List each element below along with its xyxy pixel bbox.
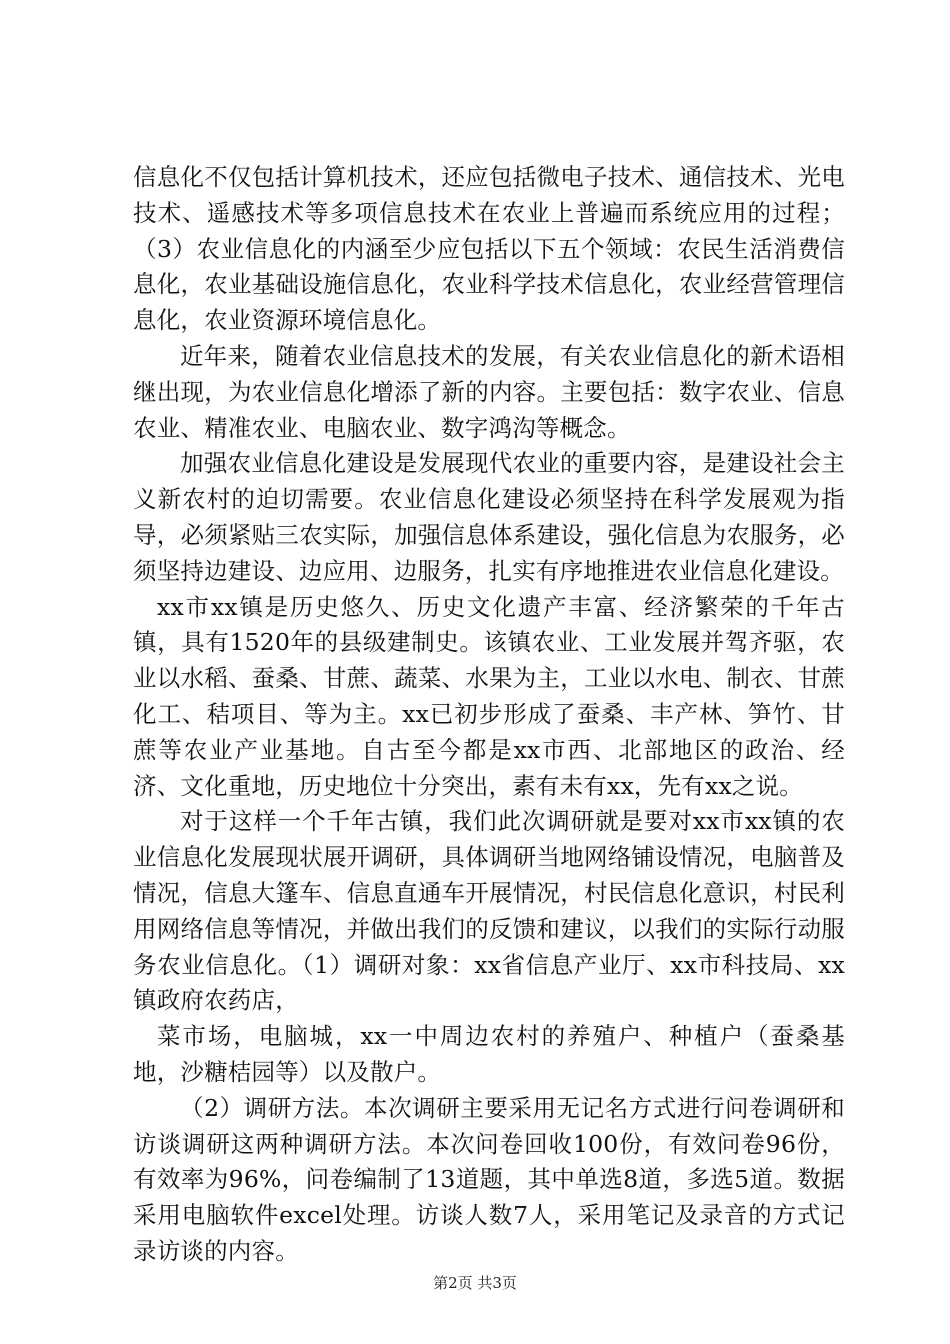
paragraph-new-terms: 近年来，随着农业信息技术的发展，有关农业信息化的新术语相继出现，为农业信息化增添了新的内容。主要包括：数字农业、信息农业、精准农业、电脑农业、数字鸿沟等概念。 <box>133 341 845 442</box>
paragraph-research-objects: 对于这样一个千年古镇，我们此次调研就是要对xx市xx镇的农业信息化发展现状展开调研，具体调研当地网络铺设情况，电脑普及情况，信息大篷车、信息直通车开展情况，村民信息化意识，村民利用网络信息等情况，并做出我们的反馈和建议，以我们的实际行动服务农业信息化。（1）调研对象：xx省信息产业厅、xx市科技局、xx镇政府农药店， <box>133 807 845 1015</box>
paragraph-informatization-scope: 信息化不仅包括计算机技术，还应包括微电子技术、通信技术、光电技术、遥感技术等多项信息技术在农业上普遍而系统应用的过程；（3）农业信息化的内涵至少应包括以下五个领域：农民生活消费信息化，农业基础设施信息化，农业科学技术信息化，农业经营管理信息化，农业资源环境信息化。 <box>133 163 845 335</box>
paragraph-town-background: xx市xx镇是历史悠久、历史文化遗产丰富、经济繁荣的千年古镇，具有1520年的县级建制史。该镇农业、工业发展并驾齐驱，农业以水稻、蚕桑、甘蔗、蔬菜、水果为主，工业以水电、制衣、甘蔗化工、秸项目、等为主。xx已初步形成了蚕桑、丰产林、笋竹、甘蔗等农业产业基地。自古至今都是xx市西、北部地区的政治、经济、文化重地，历史地位十分突出，素有未有xx，先有xx之说。 <box>133 592 845 800</box>
paragraph-research-methods: （2）调研方法。本次调研主要采用无记名方式进行问卷调研和访谈调研这两种调研方法。本次问卷回收100份，有效问卷96份，有效率为96%，问卷编制了13道题，其中单选8道，多选5道。数据采用电脑软件excel处理。访谈人数7人，采用笔记及录音的方式记录访谈的内容。 <box>133 1093 845 1265</box>
paragraph-strengthen-construction: 加强农业信息化建设是发展现代农业的重要内容，是建设社会主义新农村的迫切需要。农业信息化建设必须坚持在科学发展观为指导，必须紧贴三农实际，加强信息体系建设，强化信息为农服务，必须坚持边建设、边应用、边服务，扎实有序地推进农业信息化建设。 <box>133 449 845 585</box>
document-body <box>133 160 845 1270</box>
page-number-footer: 第2页 共3页 <box>433 1274 517 1292</box>
paragraph-research-objects-cont: 菜市场，电脑城，xx一中周边农村的养殖户、种植户（蚕桑基地，沙糖桔园等）以及散户。 <box>133 1022 845 1086</box>
